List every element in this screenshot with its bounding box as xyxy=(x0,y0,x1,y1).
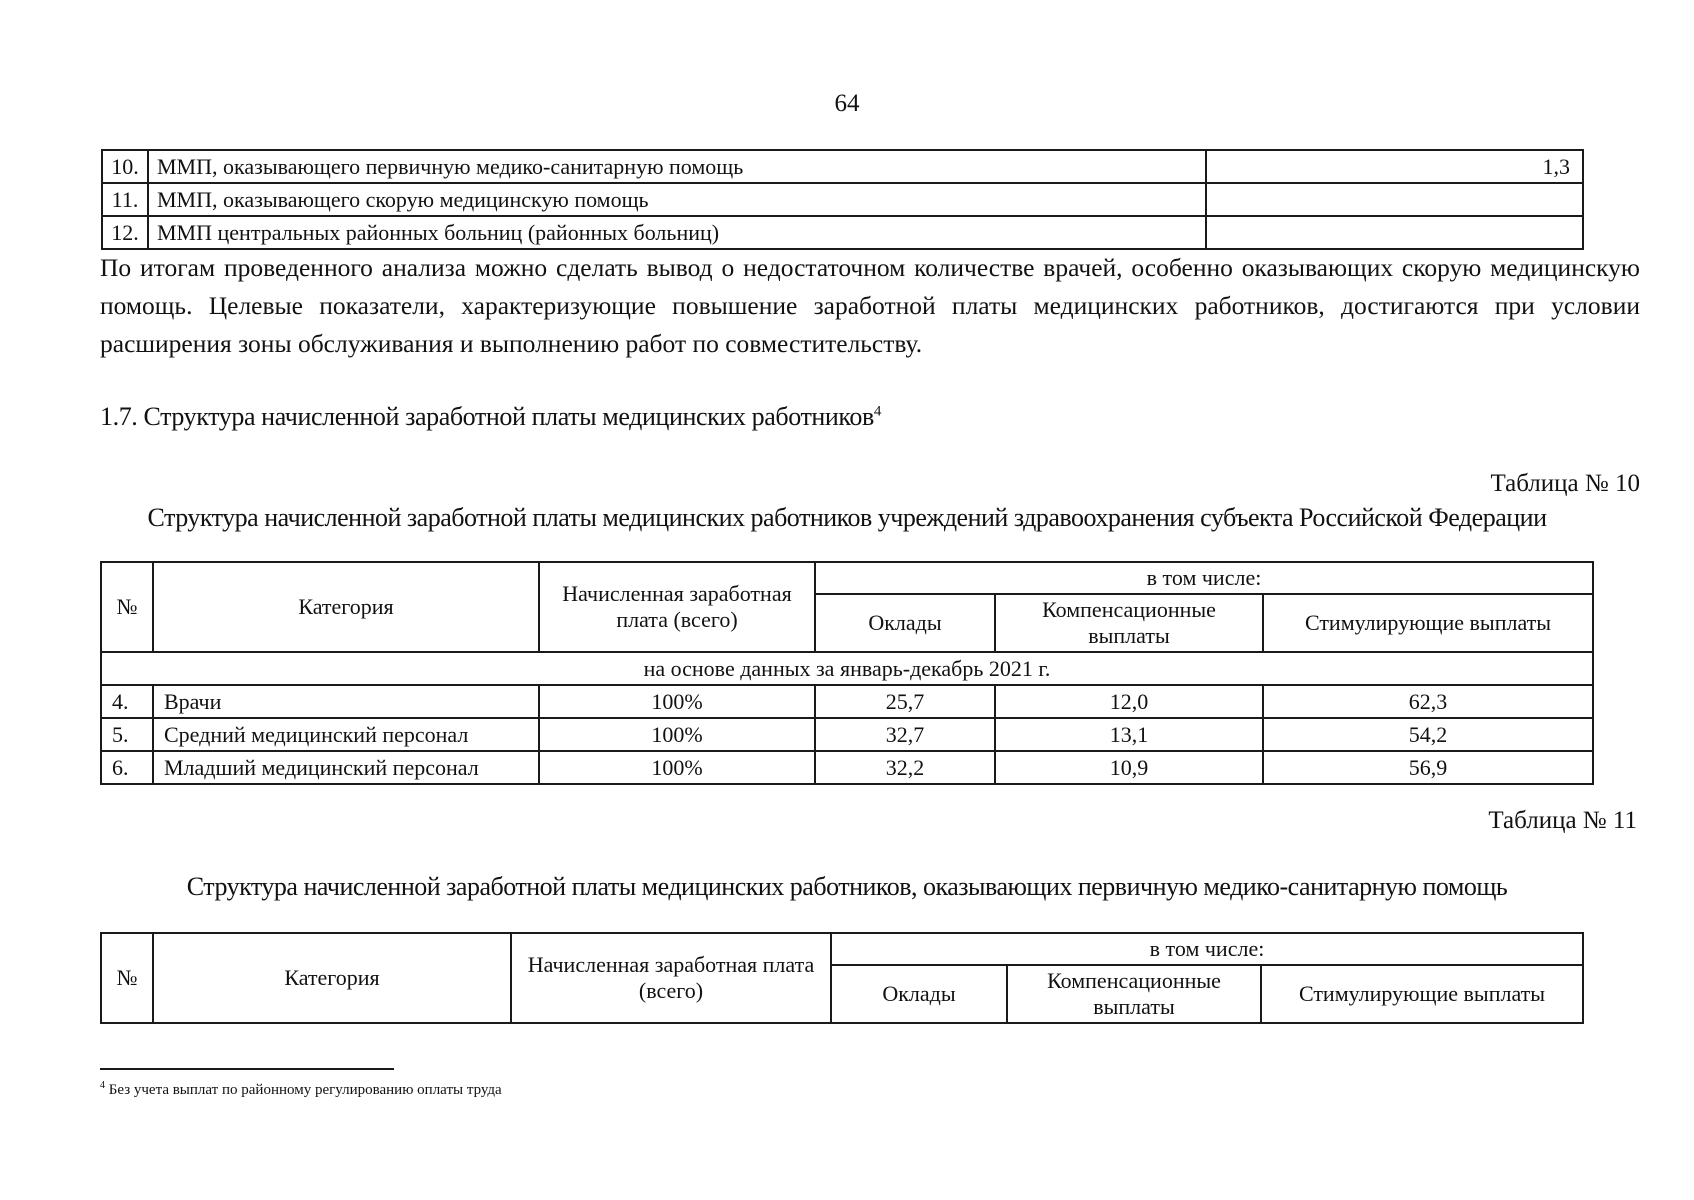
cell-total: 100% xyxy=(539,751,815,784)
page-number: 64 xyxy=(834,90,860,117)
cell-category: Средний медицинский персонал xyxy=(153,718,539,751)
table-11 xyxy=(100,932,1584,1024)
row-number: 11. xyxy=(102,183,148,216)
cell-total: 100% xyxy=(539,718,815,751)
header-compensation: Компенсационные выплаты xyxy=(995,594,1263,652)
row-name: ММП, оказывающего первичную медико-санитарную помощь xyxy=(148,150,1206,183)
row-value: 1,3 xyxy=(1206,150,1583,183)
header-total: Начисленная заработная плата (всего) xyxy=(539,562,815,652)
footnote-text: Без учета выплат по районному регулированию оплаты труда xyxy=(108,1082,502,1098)
header-total: Начисленная заработная плата (всего) xyxy=(511,933,831,1023)
cell-num: 4. xyxy=(101,685,153,718)
cell-incentive: 62,3 xyxy=(1263,685,1593,718)
cell-compensation: 10,9 xyxy=(995,751,1263,784)
cell-incentive: 56,9 xyxy=(1263,751,1593,784)
cell-salary: 32,2 xyxy=(815,751,995,784)
header-row xyxy=(101,933,1583,965)
cell-incentive: 54,2 xyxy=(1263,718,1593,751)
header-category: Категория xyxy=(153,933,511,1023)
cell-category: Врачи xyxy=(153,685,539,718)
header-including: в том числе: xyxy=(815,562,1593,594)
cell-compensation: 13,1 xyxy=(995,718,1263,751)
footnote-marker: 4 xyxy=(100,1080,105,1091)
row-number: 12. xyxy=(102,216,148,249)
cell-num: 6. xyxy=(101,751,153,784)
row-value xyxy=(1206,183,1583,216)
cell-category: Младший медицинский персонал xyxy=(153,751,539,784)
header-row xyxy=(101,562,1593,594)
header-category: Категория xyxy=(153,562,539,652)
section-heading xyxy=(100,402,881,432)
cell-total: 100% xyxy=(539,685,815,718)
cell-salary: 25,7 xyxy=(815,685,995,718)
row-value xyxy=(1206,216,1583,249)
table-11-label: Таблица № 11 xyxy=(1488,807,1637,834)
row-name: ММП, оказывающего скорую медицинскую помощь xyxy=(148,183,1206,216)
table-10-title: Структура начисленной заработной платы медицинских работников учреждений здравоохранения субъекта Российской Федерации xyxy=(147,503,1547,532)
header-incentive: Стимулирующие выплаты xyxy=(1263,594,1593,652)
continuation-table xyxy=(101,149,1584,250)
header-incentive: Стимулирующие выплаты xyxy=(1261,965,1583,1023)
analysis-paragraph: По итогам проведенного анализа можно сделать вывод о недостаточном количестве врачей, особенно оказывающих скорую медицинскую помощь. Целевые показатели, характеризующие повышение заработной платы медицинских работников, достигаются при условии расширения зоны обслуживания и выполнению работ по совместительству. xyxy=(100,253,1640,358)
period-label: на основе данных за январь-декабрь 2021 г. xyxy=(101,652,1593,685)
cell-compensation: 12,0 xyxy=(995,685,1263,718)
header-compensation: Компенсационные выплаты xyxy=(1007,965,1261,1023)
header-salary: Оклады xyxy=(815,594,995,652)
footnote-divider xyxy=(100,1068,394,1070)
period-row xyxy=(101,652,1593,685)
table-row xyxy=(102,183,1583,216)
header-including: в том числе: xyxy=(831,933,1583,965)
cell-num: 5. xyxy=(101,718,153,751)
table-row xyxy=(102,216,1583,249)
row-number: 10. xyxy=(102,150,148,183)
table-row xyxy=(102,150,1583,183)
table-row xyxy=(101,718,1593,751)
row-name: ММП центральных районных больниц (районных больниц) xyxy=(148,216,1206,249)
cell-salary: 32,7 xyxy=(815,718,995,751)
table-10 xyxy=(100,561,1594,785)
section-heading-text: 1.7. Структура начисленной заработной платы медицинских работников xyxy=(100,402,874,431)
table-row xyxy=(101,751,1593,784)
header-num: № xyxy=(101,933,153,1023)
table-11-title: Структура начисленной заработной платы медицинских работников, оказывающих первичную медико-санитарную помощь xyxy=(186,872,1508,901)
header-num: № xyxy=(101,562,153,652)
table-10-label: Таблица № 10 xyxy=(1490,470,1640,497)
table-row xyxy=(101,685,1593,718)
header-salary: Оклады xyxy=(831,965,1007,1023)
footnote-ref: 4 xyxy=(873,403,881,420)
footnote xyxy=(100,1080,502,1099)
